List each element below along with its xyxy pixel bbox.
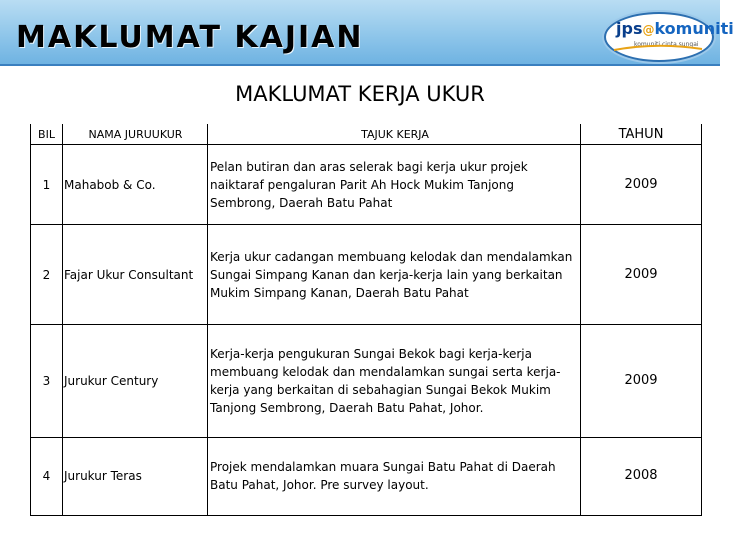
survey-work-table [30,124,702,516]
column-header-tajuk: TAJUK KERJA [208,124,581,145]
page-title: MAKLUMAT KERJA UKUR [235,82,485,106]
logo-part-jps: jps [616,19,643,38]
row-nama: Jurukur Century [63,325,208,437]
table-row [31,437,702,515]
header-title: MAKLUMAT KAJIAN [16,20,364,55]
logo-swoosh-icon [612,44,704,52]
row-bil: 1 [31,145,63,225]
column-header-bil: BIL [31,124,63,145]
row-tahun: 2009 [581,145,702,225]
row-tajuk: Pelan butiran dan aras selerak bagi kerja ukur projek naiktaraf pengaluran Parit Ah Hock Mukim Tanjong Sembrong, Daerah Batu Pahat [208,145,581,225]
table-header-row [31,124,702,145]
row-bil: 3 [31,325,63,437]
row-nama: Mahabob & Co. [63,145,208,225]
row-bil: 2 [31,225,63,325]
row-tajuk: Kerja-kerja pengukuran Sungai Bekok bagi kerja-kerja membuang kelodak dan mendalamkan sungai serta kerja-kerja yang berkaitan di sebahagian Sungai Bekok Mukim Tanjong Sembrong, Daerah Batu Pahat, Johor. [208,325,581,437]
logo-subtitle: komuniti cinta sungai [634,41,699,48]
row-tahun: 2009 [581,325,702,437]
row-tahun: 2008 [581,437,702,515]
row-tajuk: Projek mendalamkan muara Sungai Batu Pahat di Daerah Batu Pahat, Johor. Pre survey layout. [208,437,581,515]
column-header-tahun: TAHUN [581,124,702,145]
table-row [31,145,702,225]
row-bil: 4 [31,437,63,515]
row-tajuk: Kerja ukur cadangan membuang kelodak dan mendalamkan Sungai Simpang Kanan dan kerja-kerja lain yang berkaitan Mukim Simpang Kanan, Daerah Batu Pahat [208,225,581,325]
logo-part-at: @ [642,23,655,37]
logo-wordmark [616,19,734,38]
table-row [31,225,702,325]
jps-komuniti-logo [604,12,734,62]
row-nama: Jurukur Teras [63,437,208,515]
row-tahun: 2009 [581,225,702,325]
column-header-nama: NAMA JURUUKUR [63,124,208,145]
header-band [0,0,734,66]
table-row [31,325,702,437]
logo-part-komuniti: komuniti [654,19,734,38]
row-nama: Fajar Ukur Consultant [63,225,208,325]
